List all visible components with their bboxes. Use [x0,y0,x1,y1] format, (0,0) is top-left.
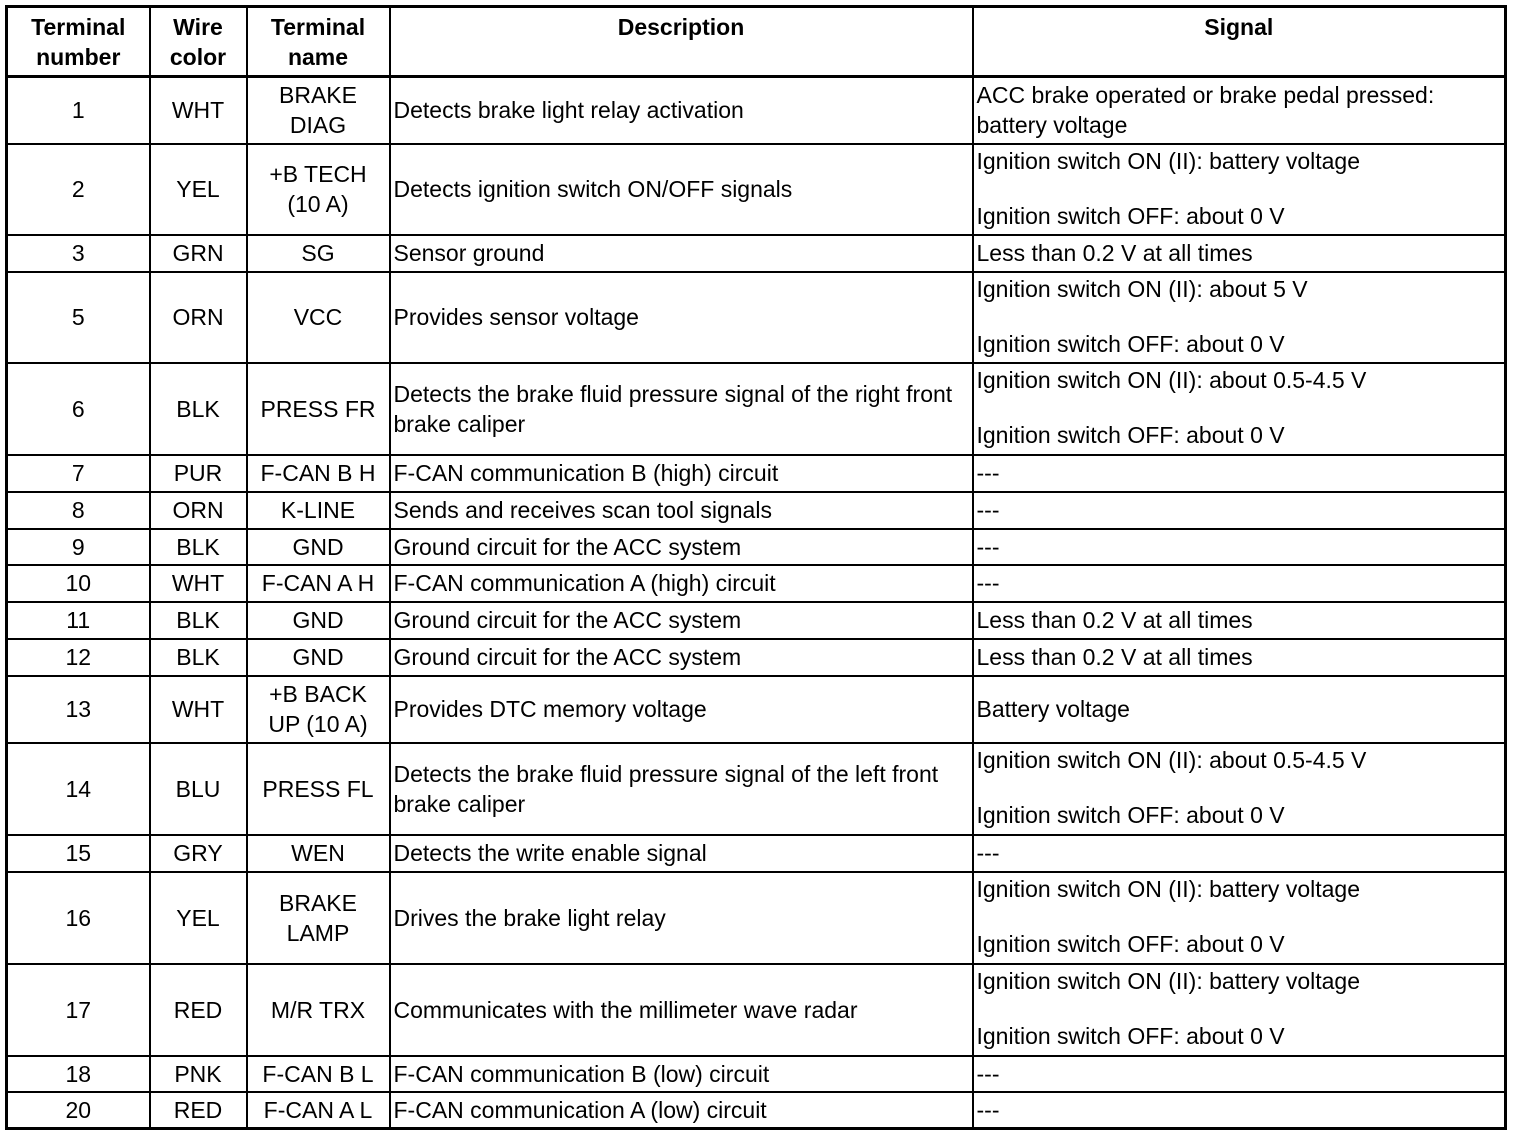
signal-line: Ignition switch ON (II): battery voltage [976,875,1360,902]
table-row [7,492,1506,529]
description-cell: Ground circuit for the ACC system [390,639,973,676]
signal-line: Ignition switch ON (II): battery voltage [976,147,1360,174]
signal-cell: --- [973,1056,1506,1092]
table-row [7,964,1506,1056]
wire-color-cell: RED [150,964,247,1056]
description-cell: Detects the brake fluid pressure signal of the right front brake caliper [390,363,973,455]
terminal-name-cell: M/R TRX [247,964,390,1056]
terminal-name-cell: BRAKE DIAG [247,77,390,144]
header-terminal-number: Terminal number [7,7,150,77]
terminal-number-cell: 8 [7,492,150,529]
terminal-name-cell: VCC [247,272,390,363]
wire-color-cell: WHT [150,565,247,602]
terminal-number-cell: 11 [7,602,150,639]
signal-line-gap [977,996,1502,1021]
terminal-number-cell: 18 [7,1056,150,1092]
table-row [7,1056,1506,1092]
wire-color-cell: GRN [150,235,247,272]
terminal-name-cell: F-CAN B H [247,455,390,492]
terminal-number-cell: 5 [7,272,150,363]
signal-cell: --- [973,492,1506,529]
terminal-number-cell: 7 [7,455,150,492]
table-row [7,835,1506,872]
description-cell: Ground circuit for the ACC system [390,602,973,639]
header-description: Description [390,7,973,77]
terminal-number-cell: 15 [7,835,150,872]
terminal-name-cell: +B BACK UP (10 A) [247,676,390,743]
wire-color-cell: YEL [150,872,247,964]
signal-cell [973,872,1506,964]
signal-line-gap [977,775,1502,800]
terminal-number-cell: 1 [7,77,150,144]
table-row [7,529,1506,565]
terminal-number-cell: 20 [7,1092,150,1129]
description-cell: Provides sensor voltage [390,272,973,363]
table-row [7,639,1506,676]
signal-cell [973,743,1506,835]
wire-color-cell: BLK [150,529,247,565]
description-cell: Detects brake light relay activation [390,77,973,144]
wire-color-cell: BLK [150,602,247,639]
terminal-name-cell: PRESS FL [247,743,390,835]
wire-color-cell: PNK [150,1056,247,1092]
table-row [7,144,1506,235]
signal-line-gap [977,395,1502,420]
pinout-table-container [5,5,1507,1130]
table-row [7,743,1506,835]
description-cell: Drives the brake light relay [390,872,973,964]
table-row [7,77,1506,144]
terminal-number-cell: 10 [7,565,150,602]
signal-cell: --- [973,565,1506,602]
signal-line: Ignition switch OFF: about 0 V [976,330,1285,357]
description-cell: Provides DTC memory voltage [390,676,973,743]
wire-color-cell: BLU [150,743,247,835]
table-row [7,235,1506,272]
description-cell: Sends and receives scan tool signals [390,492,973,529]
terminal-pinout-table [5,5,1507,1130]
terminal-number-cell: 3 [7,235,150,272]
terminal-number-cell: 16 [7,872,150,964]
terminal-name-cell: F-CAN B L [247,1056,390,1092]
table-row [7,676,1506,743]
description-cell: F-CAN communication B (high) circuit [390,455,973,492]
signal-cell: Less than 0.2 V at all times [973,235,1506,272]
signal-cell [973,964,1506,1056]
wire-color-cell: BLK [150,363,247,455]
terminal-name-cell: SG [247,235,390,272]
wire-color-cell: RED [150,1092,247,1129]
signal-line-gap [977,304,1502,329]
wire-color-cell: BLK [150,639,247,676]
table-row [7,565,1506,602]
terminal-name-cell: K-LINE [247,492,390,529]
terminal-name-cell: BRAKE LAMP [247,872,390,964]
signal-cell [973,144,1506,235]
terminal-number-cell: 9 [7,529,150,565]
signal-line: Ignition switch OFF: about 0 V [976,421,1285,448]
signal-line: Ignition switch OFF: about 0 V [976,202,1285,229]
table-row [7,272,1506,363]
signal-cell: Less than 0.2 V at all times [973,602,1506,639]
terminal-number-cell: 17 [7,964,150,1056]
wire-color-cell: ORN [150,272,247,363]
terminal-number-cell: 2 [7,144,150,235]
terminal-number-cell: 6 [7,363,150,455]
signal-cell: Battery voltage [973,676,1506,743]
signal-line-gap [977,176,1502,201]
table-body [7,77,1506,1129]
wire-color-cell: ORN [150,492,247,529]
signal-line: Ignition switch OFF: about 0 V [976,930,1285,957]
signal-line: Ignition switch ON (II): about 5 V [976,275,1308,302]
wire-color-cell: WHT [150,77,247,144]
terminal-name-cell: +B TECH (10 A) [247,144,390,235]
description-cell: Communicates with the millimeter wave radar [390,964,973,1056]
table-row [7,455,1506,492]
terminal-name-cell: GND [247,529,390,565]
wire-color-cell: WHT [150,676,247,743]
signal-line: Ignition switch OFF: about 0 V [976,801,1285,828]
description-cell: F-CAN communication B (low) circuit [390,1056,973,1092]
terminal-name-cell: GND [247,639,390,676]
signal-line-gap [977,904,1502,929]
description-cell: F-CAN communication A (low) circuit [390,1092,973,1129]
table-row [7,1092,1506,1129]
terminal-name-cell: WEN [247,835,390,872]
header-signal: Signal [973,7,1506,77]
wire-color-cell: PUR [150,455,247,492]
signal-cell [973,363,1506,455]
signal-line: Ignition switch ON (II): about 0.5-4.5 V [976,366,1367,393]
header-wire-color: Wire color [150,7,247,77]
description-cell: Detects ignition switch ON/OFF signals [390,144,973,235]
wire-color-cell: YEL [150,144,247,235]
terminal-name-cell: GND [247,602,390,639]
terminal-number-cell: 13 [7,676,150,743]
table-row [7,602,1506,639]
signal-cell [973,272,1506,363]
signal-cell: --- [973,835,1506,872]
terminal-name-cell: PRESS FR [247,363,390,455]
signal-cell: --- [973,1092,1506,1129]
signal-cell: Less than 0.2 V at all times [973,639,1506,676]
table-row [7,363,1506,455]
terminal-name-cell: F-CAN A L [247,1092,390,1129]
signal-cell: ACC brake operated or brake pedal pressed: battery voltage [973,77,1506,144]
wire-color-cell: GRY [150,835,247,872]
header-terminal-name: Terminal name [247,7,390,77]
table-row [7,872,1506,964]
description-cell: Detects the write enable signal [390,835,973,872]
description-cell: F-CAN communication A (high) circuit [390,565,973,602]
signal-cell: --- [973,455,1506,492]
description-cell: Detects the brake fluid pressure signal of the left front brake caliper [390,743,973,835]
signal-line: Ignition switch ON (II): battery voltage [976,967,1360,994]
signal-cell: --- [973,529,1506,565]
signal-line: Ignition switch OFF: about 0 V [976,1022,1285,1049]
terminal-name-cell: F-CAN A H [247,565,390,602]
signal-line: Ignition switch ON (II): about 0.5-4.5 V [976,746,1367,773]
table-header-row [7,7,1506,77]
terminal-number-cell: 14 [7,743,150,835]
description-cell: Ground circuit for the ACC system [390,529,973,565]
description-cell: Sensor ground [390,235,973,272]
terminal-number-cell: 12 [7,639,150,676]
